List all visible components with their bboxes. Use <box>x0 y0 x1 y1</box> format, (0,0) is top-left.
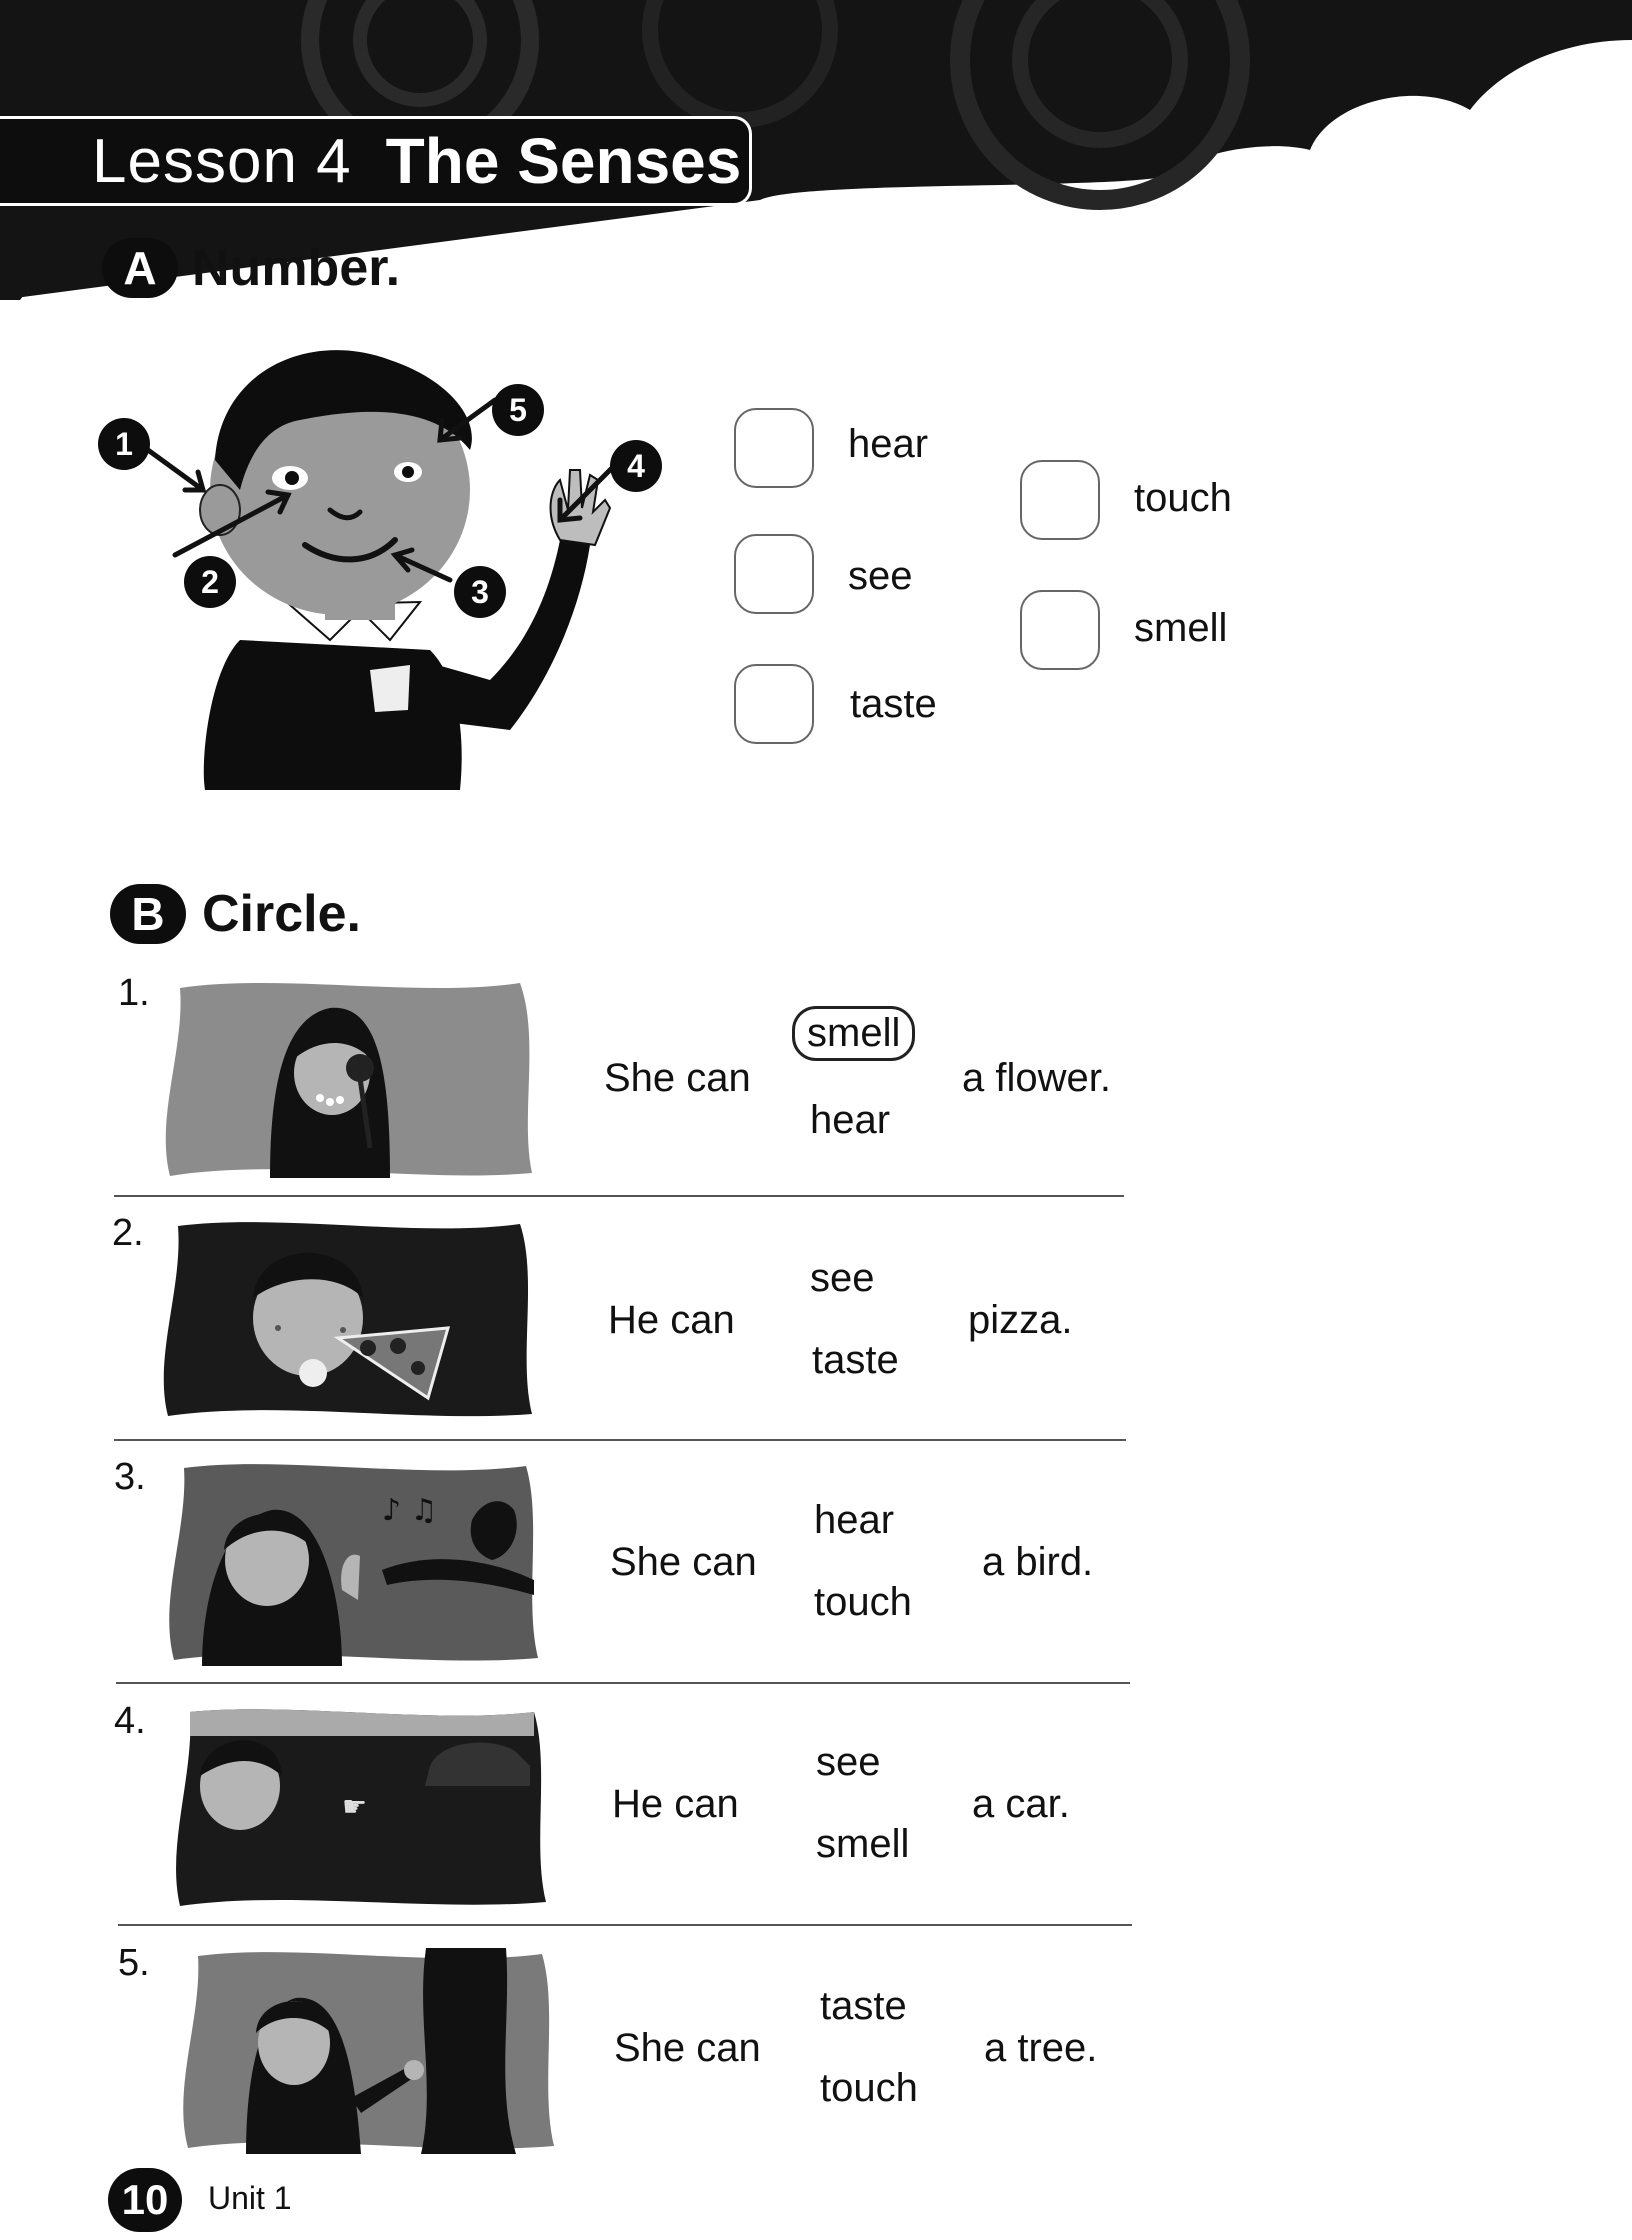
option-smell[interactable]: smell <box>816 1822 910 1866</box>
option-hear[interactable]: hear <box>814 1498 895 1542</box>
answer-box-see[interactable] <box>734 534 814 614</box>
sentence-start-5: She can <box>614 2026 761 2070</box>
sentence-end-2: pizza. <box>968 1298 1073 1342</box>
word-taste: taste <box>850 682 937 726</box>
section-b-badge: B <box>110 884 186 944</box>
marker-2: 2 <box>184 556 236 608</box>
section-b-title: Circle. <box>202 885 361 943</box>
lesson-title: The Senses <box>385 125 742 197</box>
lesson-title-bar <box>0 116 752 206</box>
option-see[interactable]: see <box>816 1740 881 1784</box>
boy-illustration <box>90 340 690 790</box>
option-hear[interactable]: hear <box>810 1098 891 1142</box>
word-hear: hear <box>848 422 929 466</box>
sentence-start-1: She can <box>604 1056 751 1100</box>
option-touch[interactable]: touch <box>814 1580 912 1624</box>
answer-box-smell[interactable] <box>1020 590 1100 670</box>
row-divider <box>116 1682 1130 1684</box>
answer-box-hear[interactable] <box>734 408 814 488</box>
option-touch[interactable]: touch <box>820 2066 918 2110</box>
row-divider <box>114 1195 1124 1197</box>
word-smell: smell <box>1134 606 1228 650</box>
picture-girl-bird <box>162 1460 542 1666</box>
picture-boy-car <box>170 1706 550 1910</box>
svg-text:♪ ♫: ♪ ♫ <box>382 1493 438 1528</box>
item-number-3: 3. <box>114 1456 146 1498</box>
word-see: see <box>848 554 913 598</box>
page-number: 10 <box>108 2168 182 2232</box>
sentence-start-4: He can <box>612 1782 739 1826</box>
sentence-end-1: a flower. <box>962 1056 1111 1100</box>
marker-5: 5 <box>492 384 544 436</box>
row-divider <box>114 1439 1126 1441</box>
answer-box-touch[interactable] <box>1020 460 1100 540</box>
marker-1: 1 <box>98 418 150 470</box>
answer-box-taste[interactable] <box>734 664 814 744</box>
option-smell-circled[interactable]: smell <box>792 1006 915 1061</box>
sentence-end-5: a tree. <box>984 2026 1098 2070</box>
item-number-4: 4. <box>114 1700 146 1742</box>
lesson-label: Lesson 4 <box>92 126 352 196</box>
sentence-end-4: a car. <box>972 1782 1070 1826</box>
option-taste[interactable]: taste <box>812 1338 899 1382</box>
sentence-end-3: a bird. <box>982 1540 1094 1584</box>
option-see[interactable]: see <box>810 1256 875 1300</box>
option-taste[interactable]: taste <box>820 1984 907 2028</box>
marker-4: 4 <box>610 440 662 492</box>
unit-label: Unit 1 <box>208 2180 292 2216</box>
marker-3: 3 <box>454 566 506 618</box>
section-a-badge: A <box>102 238 178 298</box>
sentence-start-3: She can <box>610 1540 757 1584</box>
section-a-title: Number. <box>192 239 401 297</box>
svg-text:☛: ☛ <box>342 1790 368 1823</box>
item-number-5: 5. <box>118 1942 150 1984</box>
item-number-2: 2. <box>112 1212 144 1254</box>
picture-girl-tree <box>176 1948 558 2154</box>
picture-girl-flower <box>160 978 538 1180</box>
item-number-1: 1. <box>118 972 150 1014</box>
picture-boy-pizza <box>158 1218 536 1420</box>
sentence-start-2: He can <box>608 1298 735 1342</box>
word-touch: touch <box>1134 476 1232 520</box>
row-divider <box>118 1924 1132 1926</box>
